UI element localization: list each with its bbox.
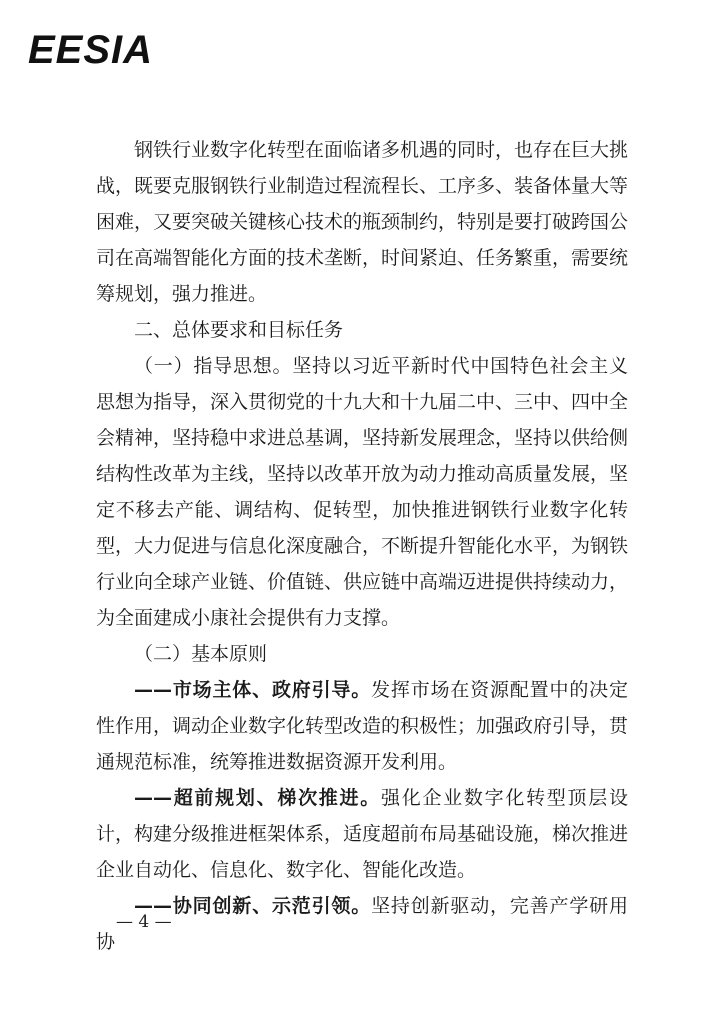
document-body [96,132,628,960]
principle-collaborative-innovation [96,888,628,960]
principle-2-text: 强化企业数字化转型顶层设计，构建分级推进框架体系，适度超前布局基础设施，梯次推进企业自动化、信息化、数字化、智能化改造。 [96,787,629,881]
principle-1-title: ——市场主体、政府引导。 [134,679,372,701]
guiding-ideology-text: 坚持以习近平新时代中国特色社会主义思想为指导，深入贯彻党的十九大和十九届二中、三中、四中全会精神，坚持稳中求进总基调，坚持新发展理念，坚持以供给侧结构性改革为主线，坚持以改革开放为动力推动高质量发展，坚定不移去产能、调结构、促转型，加快推进钢铁行业数字化转型，大力促进与信息化深度融合，不断提升智能化水平，为钢铁行业向全球产业链、价值链、供应链中高端迈进提供持续动力，为全面建成小康社会提供有力支撑。 [96,355,629,629]
principle-1-text: 发挥市场在资源配置中的决定性作用，调动企业数字化转型改造的积极性；加强政府引导，贯通规范标准，统筹推进数据资源开发利用。 [96,679,629,773]
subheading-basic-principles: （二）基本原则 [134,643,268,665]
paragraph-guiding-ideology [96,348,628,636]
principle-market-government [96,672,628,780]
principle-advance-planning [96,780,628,888]
principle-3-text: 坚持创新驱动，完善产学研用协 [96,895,628,953]
section-heading-overall-requirements: 二、总体要求和目标任务 [134,319,344,341]
principle-3-title: ——协同创新、示范引领。 [134,895,372,917]
subheading-guiding-ideology: （一）指导思想。 [134,355,293,377]
paragraph-challenges: 钢铁行业数字化转型在面临诸多机遇的同时，也存在巨大挑战，既要克服钢铁行业制造过程流程长、工序多、装备体量大等困难，又要突破关键核心技术的瓶颈制约，特别是要打破跨国公司在高端智能化方面的技术垄断，时间紧迫、任务繁重，需要统筹规划，强力推进。 [96,139,629,305]
page-number: — 4 — [116,912,172,932]
eesia-logo: EESIA [28,28,154,72]
principle-2-title: ——超前规划、梯次推进。 [134,787,381,809]
